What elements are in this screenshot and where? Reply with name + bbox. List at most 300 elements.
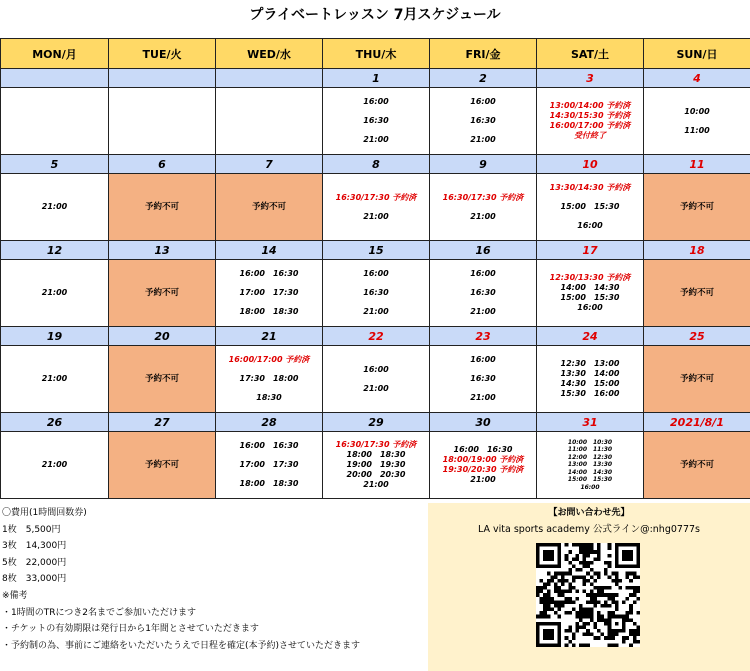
time-slot: 17:00 17:30 — [239, 288, 299, 297]
date-number: 11 — [644, 155, 750, 174]
qr-module — [583, 643, 587, 647]
date-number: 22 — [323, 327, 430, 346]
day-slots[interactable] — [216, 260, 323, 327]
qr-module — [586, 629, 590, 633]
date-number: 2 — [430, 69, 537, 88]
qr-module — [629, 608, 633, 612]
qr-module — [558, 586, 562, 590]
qr-module — [568, 600, 572, 604]
date-number: 19 — [1, 327, 109, 346]
qr-module — [561, 593, 565, 597]
qr-module — [615, 622, 619, 626]
time-slot: 21:00 — [363, 135, 389, 144]
time-slot: 16:00 16:30 — [239, 269, 299, 278]
time-slot: 16:00 — [363, 364, 389, 374]
slot-spacer — [323, 107, 429, 116]
qr-module — [558, 600, 562, 604]
date-number: 12 — [1, 241, 109, 260]
qr-module — [601, 633, 605, 637]
fee-row: 5枚 22,000円 — [2, 557, 67, 568]
unavailable-day — [109, 260, 216, 327]
date-number: 7 — [216, 155, 323, 174]
qr-module — [593, 586, 597, 590]
day-slots[interactable] — [1, 346, 109, 413]
qr-module — [626, 597, 630, 601]
note-item: ・1時間のTRにつき2名までご参加いただけます — [2, 607, 197, 618]
time-slot: 17:00 17:30 — [239, 460, 299, 469]
qr-module — [554, 582, 558, 586]
qr-module — [586, 579, 590, 583]
qr-module — [633, 590, 637, 594]
qr-module — [608, 633, 612, 637]
qr-module — [608, 554, 612, 558]
day-of-week-label: SUN/日 — [644, 39, 750, 69]
qr-module — [590, 582, 594, 586]
qr-module — [550, 575, 554, 579]
day-slots — [1, 88, 109, 155]
qr-module — [593, 625, 597, 629]
qr-module — [604, 618, 608, 622]
qr-module — [629, 629, 633, 633]
qr-module — [550, 608, 554, 612]
time-slot: 21:00 — [363, 307, 389, 316]
date-number: 14 — [216, 241, 323, 260]
day-slots[interactable] — [323, 88, 430, 155]
qr-module — [608, 575, 612, 579]
time-slot: 11:00 11:30 — [567, 446, 613, 454]
qr-module — [611, 600, 615, 604]
qr-module — [543, 582, 547, 586]
qr-module — [579, 550, 583, 554]
day-of-week-header — [1, 39, 750, 69]
qr-module — [575, 611, 579, 615]
qr-module — [568, 597, 572, 601]
day-of-week-label: FRI/金 — [430, 39, 537, 69]
time-slot: 21:00 — [41, 202, 68, 211]
qr-module — [604, 593, 608, 597]
qr-module — [622, 600, 626, 604]
date-number: 10 — [537, 155, 644, 174]
qr-module — [608, 643, 612, 647]
time-slot: 12:00 12:30 — [567, 453, 613, 461]
week-date-row — [1, 69, 750, 88]
qr-module — [593, 636, 597, 640]
fee-row: 3枚 14,300円 — [2, 541, 67, 552]
qr-module — [536, 615, 540, 619]
day-of-week-label: SAT/土 — [537, 39, 644, 69]
qr-module — [611, 611, 615, 615]
qr-module — [583, 590, 587, 594]
time-slot: 18:00 18:30 — [239, 479, 299, 488]
booked-slot: 13:00/14:00 予約済 — [549, 101, 631, 110]
qr-module — [572, 543, 576, 547]
time-slot: 15:00 15:30 — [567, 476, 613, 484]
qr-module — [611, 633, 615, 637]
qr-module — [633, 586, 637, 590]
qr-module — [579, 611, 583, 615]
week-slots-row — [1, 260, 750, 327]
qr-module — [558, 590, 562, 594]
qr-module — [550, 600, 554, 604]
time-slot: 21:00 — [41, 374, 68, 383]
qr-module — [575, 625, 579, 629]
time-slot: 16:00 — [577, 303, 603, 312]
time-slot: 14:00 14:30 — [560, 283, 620, 292]
qr-module — [593, 557, 597, 561]
qr-module — [547, 582, 551, 586]
qr-module — [583, 579, 587, 583]
qr-module — [590, 593, 594, 597]
qr-module — [604, 636, 608, 640]
qr-module — [568, 568, 572, 572]
qr-module — [586, 593, 590, 597]
date-number: 23 — [430, 327, 537, 346]
qr-module — [575, 575, 579, 579]
time-slot: 19:00 19:30 — [346, 460, 406, 469]
qr-module — [593, 597, 597, 601]
qr-module — [575, 597, 579, 601]
day-slots[interactable] — [537, 260, 644, 327]
unavailable-day — [109, 174, 216, 241]
day-slots[interactable] — [537, 432, 644, 499]
qr-module — [565, 579, 569, 583]
qr-module — [579, 568, 583, 572]
qr-module — [558, 593, 562, 597]
slot-spacer — [323, 279, 429, 288]
qr-module — [565, 636, 569, 640]
qr-module — [601, 593, 605, 597]
qr-module — [586, 622, 590, 626]
qr-module — [590, 615, 594, 619]
time-slot: 13:30 14:00 — [560, 369, 620, 378]
day-slots[interactable] — [537, 174, 644, 241]
day-slots[interactable] — [430, 88, 537, 155]
qr-module — [597, 611, 601, 615]
qr-module — [547, 572, 551, 576]
qr-module — [550, 579, 554, 583]
qr-module — [586, 572, 590, 576]
time-slot: 16:30 — [363, 288, 389, 297]
day-slots[interactable] — [216, 432, 323, 499]
booked-slot: 16:00/17:00 予約済 — [228, 355, 310, 364]
qr-module — [565, 611, 569, 615]
qr-module — [572, 636, 576, 640]
slot-spacer — [323, 375, 429, 384]
qr-module — [565, 557, 569, 561]
day-slots[interactable] — [537, 346, 644, 413]
qr-module — [590, 618, 594, 622]
qr-module — [615, 572, 619, 576]
date-number: 30 — [430, 413, 537, 432]
day-slots[interactable] — [430, 174, 537, 241]
qr-module — [572, 579, 576, 583]
qr-module — [554, 590, 558, 594]
day-slots[interactable] — [430, 432, 537, 499]
qr-module — [593, 600, 597, 604]
qr-module — [583, 575, 587, 579]
week-slots-row — [1, 346, 750, 413]
date-number: 2021/8/1 — [644, 413, 750, 432]
qr-module — [611, 597, 615, 601]
unavailable-day — [644, 432, 750, 499]
qr-module — [540, 579, 544, 583]
qr-module — [579, 618, 583, 622]
qr-code-icon[interactable] — [536, 543, 640, 647]
fee-heading: 〇費用(1時間回数券) — [2, 508, 87, 518]
day-slots[interactable] — [323, 260, 430, 327]
qr-module — [543, 615, 547, 619]
qr-module — [579, 543, 583, 547]
qr-module — [586, 633, 590, 637]
qr-module — [554, 586, 558, 590]
day-slots[interactable] — [323, 432, 430, 499]
qr-module — [558, 608, 562, 612]
contact-heading: 【お問い合わせ先】 — [548, 508, 630, 518]
day-slots[interactable] — [1, 174, 109, 241]
qr-module — [579, 615, 583, 619]
qr-module — [583, 615, 587, 619]
qr-module — [597, 636, 601, 640]
day-of-week-label: TUE/火 — [109, 39, 216, 69]
qr-module — [568, 640, 572, 644]
qr-module — [572, 557, 576, 561]
slot-spacer — [216, 470, 322, 479]
qr-module — [579, 625, 583, 629]
booked-slot: 19:30/20:30 予約済 — [442, 465, 524, 474]
qr-module — [561, 572, 565, 576]
qr-module — [604, 604, 608, 608]
week-date-row — [1, 241, 750, 260]
date-number: 25 — [644, 327, 750, 346]
time-slot: 15:00 15:30 — [560, 293, 620, 302]
qr-module — [633, 600, 637, 604]
time-slot: 21:00 — [41, 288, 68, 297]
qr-module — [590, 597, 594, 601]
day-slots[interactable] — [644, 88, 750, 155]
day-slots[interactable] — [1, 432, 109, 499]
qr-module — [575, 557, 579, 561]
qr-module — [583, 547, 587, 551]
qr-module — [608, 561, 612, 565]
fee-section — [2, 505, 360, 654]
qr-module — [565, 643, 569, 647]
date-number: 27 — [109, 413, 216, 432]
qr-module — [636, 575, 640, 579]
date-number: 18 — [644, 241, 750, 260]
qr-module — [586, 611, 590, 615]
booked-slot: 18:00/19:00 予約済 — [442, 455, 524, 464]
qr-module — [547, 608, 551, 612]
footer-area — [0, 503, 750, 671]
qr-module — [597, 586, 601, 590]
day-slots[interactable] — [537, 88, 644, 155]
slot-spacer — [323, 203, 429, 212]
qr-module — [622, 550, 633, 561]
qr-module — [608, 597, 612, 601]
qr-module — [626, 575, 630, 579]
qr-module — [590, 543, 594, 547]
qr-module — [597, 590, 601, 594]
unavailable-label: 予約不可 — [144, 201, 179, 212]
qr-module — [561, 604, 565, 608]
qr-module — [604, 572, 608, 576]
qr-module — [540, 597, 544, 601]
qr-module — [615, 643, 619, 647]
day-slots[interactable] — [323, 174, 430, 241]
qr-module — [583, 554, 587, 558]
qr-module — [590, 561, 594, 565]
time-slot: 16:30 — [470, 288, 496, 297]
qr-module — [604, 622, 608, 626]
day-slots[interactable] — [216, 346, 323, 413]
qr-module — [543, 593, 547, 597]
booked-slot: 13:30/14:30 予約済 — [549, 183, 631, 192]
qr-module — [575, 615, 579, 619]
qr-module — [572, 600, 576, 604]
qr-module — [586, 550, 590, 554]
day-slots[interactable] — [430, 260, 537, 327]
fee-row: 1枚 5,500円 — [2, 524, 61, 535]
slot-spacer — [644, 117, 750, 126]
qr-module — [629, 618, 633, 622]
qr-module — [590, 547, 594, 551]
date-number: 16 — [430, 241, 537, 260]
qr-module — [554, 611, 558, 615]
unavailable-label: 予約不可 — [251, 201, 286, 212]
week-date-row — [1, 413, 750, 432]
qr-module — [586, 554, 590, 558]
qr-module — [593, 550, 597, 554]
unavailable-label: 予約不可 — [144, 373, 179, 384]
date-number: 31 — [537, 413, 644, 432]
date-number: 1 — [323, 69, 430, 88]
time-slot: 21:00 — [470, 475, 496, 484]
day-slots[interactable] — [323, 346, 430, 413]
qr-module — [604, 600, 608, 604]
time-slot: 16:00 — [470, 269, 496, 278]
qr-module — [615, 593, 619, 597]
qr-module — [626, 618, 630, 622]
qr-module — [540, 611, 544, 615]
slot-spacer — [430, 107, 536, 116]
day-of-week-label: WED/水 — [216, 39, 323, 69]
time-slot: 16:00 — [577, 221, 603, 230]
booked-slot: 16:30/17:30 予約済 — [442, 192, 524, 202]
qr-module — [561, 582, 565, 586]
qr-module — [608, 636, 612, 640]
qr-module — [547, 593, 551, 597]
qr-module — [597, 547, 601, 551]
qr-module — [608, 565, 612, 569]
slot-spacer — [430, 126, 536, 135]
qr-module — [622, 636, 626, 640]
time-slot: 17:30 18:00 — [239, 374, 299, 383]
qr-module — [547, 615, 551, 619]
qr-module — [568, 586, 572, 590]
qr-module — [547, 604, 551, 608]
date-number: 20 — [109, 327, 216, 346]
date-number — [216, 69, 323, 88]
qr-module — [615, 600, 619, 604]
qr-module — [554, 572, 558, 576]
day-slots[interactable] — [430, 346, 537, 413]
qr-module — [629, 572, 633, 576]
time-slot: 10:00 10:30 — [567, 438, 613, 446]
qr-module — [597, 593, 601, 597]
booked-slot: 16:00/17:00 予約済 — [549, 121, 631, 130]
time-slot: 15:30 16:00 — [560, 389, 620, 398]
qr-module — [597, 554, 601, 558]
week-date-row — [1, 327, 750, 346]
qr-module — [586, 561, 590, 565]
qr-module — [583, 561, 587, 565]
date-number: 4 — [644, 69, 750, 88]
qr-module — [611, 636, 615, 640]
qr-module — [629, 593, 633, 597]
slot-spacer — [430, 384, 536, 393]
qr-module — [590, 600, 594, 604]
qr-module — [636, 633, 640, 637]
qr-module — [568, 629, 572, 633]
unavailable-label: 予約不可 — [144, 287, 179, 298]
qr-module — [636, 586, 640, 590]
qr-module — [543, 604, 547, 608]
week-slots-row — [1, 88, 750, 155]
qr-module — [597, 543, 601, 547]
qr-module — [608, 611, 612, 615]
qr-module — [636, 640, 640, 644]
qr-module — [590, 550, 594, 554]
qr-module — [543, 597, 547, 601]
qr-module — [565, 600, 569, 604]
qr-module — [615, 579, 619, 583]
qr-module — [601, 618, 605, 622]
qr-module — [615, 582, 619, 586]
day-slots[interactable] — [1, 260, 109, 327]
qr-module — [543, 600, 547, 604]
unavailable-day — [109, 432, 216, 499]
qr-module — [583, 622, 587, 626]
qr-module — [611, 579, 615, 583]
qr-module — [586, 543, 590, 547]
qr-module — [622, 640, 626, 644]
unavailable-day — [216, 174, 323, 241]
slot-spacer — [430, 203, 536, 212]
time-slot: 13:00 13:30 — [567, 461, 613, 469]
time-slot: 10:00 — [684, 106, 710, 116]
qr-module — [554, 604, 558, 608]
qr-module — [633, 572, 637, 576]
qr-module — [561, 575, 565, 579]
qr-module — [633, 636, 637, 640]
note-item: ・チケットの有効期限は発行日から1年間とさせていただきます — [2, 624, 259, 635]
qr-module — [593, 579, 597, 583]
time-slot: 12:30 13:00 — [560, 359, 620, 368]
contact-section — [428, 503, 750, 671]
time-slot: 18:30 — [256, 393, 282, 402]
qr-module — [561, 579, 565, 583]
date-number — [109, 69, 216, 88]
qr-module — [597, 629, 601, 633]
unavailable-label: 予約不可 — [679, 201, 714, 212]
qr-module — [543, 629, 554, 640]
date-number: 8 — [323, 155, 430, 174]
unavailable-label: 予約不可 — [679, 373, 714, 384]
time-slot: 21:00 — [363, 211, 389, 221]
qr-module — [593, 622, 597, 626]
qr-module — [618, 586, 622, 590]
time-slot: 21:00 — [41, 460, 68, 469]
